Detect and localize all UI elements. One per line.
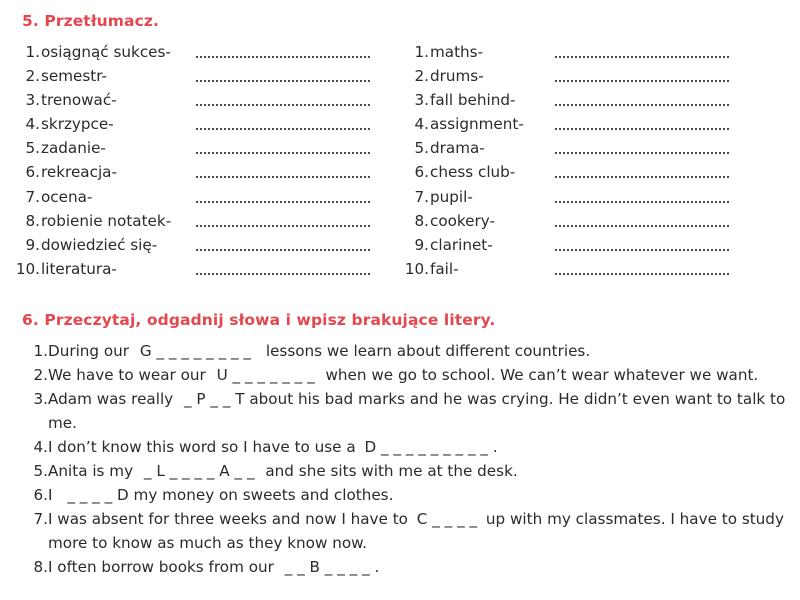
- translate-row: [395, 233, 795, 257]
- answer-line[interactable]: [555, 225, 729, 227]
- answer-line[interactable]: [555, 80, 729, 82]
- missing-letters[interactable]: _ _ _ _ D: [67, 486, 129, 504]
- item-word: robienie notatek-: [41, 211, 172, 230]
- sentence-item: [30, 507, 790, 555]
- answer-line[interactable]: [196, 273, 370, 275]
- item-number: 6.: [33, 486, 48, 504]
- item-number: 3.: [414, 91, 429, 110]
- translate-row: [395, 40, 795, 64]
- sentence-text: about his bad marks and he was crying. He didn’t even want to talk to me.: [48, 390, 786, 432]
- exercise-6-title: 6. Przeczytaj, odgadnij słowa i wpisz brakujące litery.: [22, 311, 496, 329]
- sentence-text: and she sits with me at the desk.: [260, 462, 518, 480]
- missing-letters[interactable]: U _ _ _ _ _ _ _: [216, 366, 315, 384]
- item-word: fall behind-: [430, 91, 516, 110]
- item-number: 1.: [25, 43, 40, 61]
- translate-row: [0, 209, 390, 233]
- item-number: 1.: [33, 342, 48, 360]
- item-number: 6.: [414, 163, 429, 182]
- item-word: ocena-: [41, 187, 93, 206]
- sentence-text: my money on sweets and clothes.: [128, 486, 394, 504]
- item-number: 5.: [25, 139, 40, 158]
- sentence-text: During our: [48, 342, 134, 360]
- item-number: 9.: [25, 235, 40, 254]
- sentence-text: when we go to school. We can’t wear whatever we want.: [320, 366, 759, 384]
- sentence-text: I: [48, 486, 58, 504]
- missing-letters[interactable]: G _ _ _ _ _ _ _ _: [139, 342, 252, 360]
- item-number: 2.: [25, 67, 40, 86]
- translate-row: [395, 112, 795, 136]
- exercise-6-list: [30, 339, 790, 579]
- item-number: 4.: [33, 438, 48, 456]
- missing-letters[interactable]: _ _ B _ _ _ _ .: [284, 558, 380, 576]
- item-number: 7.: [25, 187, 40, 206]
- item-word: osiągnąć sukces-: [41, 43, 171, 61]
- item-word: cookery-: [430, 211, 495, 230]
- item-word: chess club-: [430, 163, 516, 182]
- answer-line[interactable]: [196, 249, 370, 251]
- sentence-text: We have to wear our: [48, 366, 211, 384]
- answer-line[interactable]: [555, 104, 729, 106]
- translate-row: [0, 88, 390, 112]
- item-word: clarinet-: [430, 235, 493, 254]
- sentence-item: [30, 363, 790, 387]
- item-number: 3.: [25, 91, 40, 110]
- translate-row: [0, 40, 390, 64]
- sentence-text: up with my classmates. I have to study more to know as much as they know now.: [48, 510, 784, 552]
- answer-line[interactable]: [196, 176, 370, 178]
- translate-row: [395, 88, 795, 112]
- answer-line[interactable]: [196, 225, 370, 227]
- answer-line[interactable]: [196, 80, 370, 82]
- exercise-5-title: 5. Przetłumacz.: [22, 12, 160, 30]
- item-word: assignment-: [430, 115, 524, 134]
- translate-row: [395, 209, 795, 233]
- item-word: skrzypce-: [41, 115, 114, 134]
- translate-row: [0, 112, 390, 136]
- item-word: drums-: [430, 67, 484, 86]
- item-number: 10.: [404, 259, 429, 278]
- item-word: pupil-: [430, 187, 473, 206]
- item-number: 9.: [414, 235, 429, 254]
- sentence-text: I was absent for three weeks and now I have to: [48, 510, 413, 528]
- sentence-item: [30, 435, 790, 459]
- answer-line[interactable]: [555, 249, 729, 251]
- sentence-text: Adam was really: [48, 390, 178, 408]
- sentence-text: I don’t know this word so I have to use a: [48, 438, 361, 456]
- answer-line[interactable]: [196, 56, 370, 58]
- item-number: 4.: [25, 115, 40, 134]
- translate-row: [395, 160, 795, 184]
- sentence-item: [30, 555, 790, 579]
- missing-letters[interactable]: _ L _ _ _ _ A _ _: [143, 462, 255, 480]
- item-word: semestr-: [41, 67, 108, 86]
- item-number: 8.: [33, 558, 48, 576]
- translate-row: [395, 185, 795, 209]
- missing-letters[interactable]: C _ _ _ _: [416, 510, 478, 528]
- sentence-item: [30, 483, 790, 507]
- item-number: 6.: [25, 163, 40, 182]
- item-number: 4.: [414, 115, 429, 134]
- translate-row: [0, 233, 390, 257]
- translate-row: [395, 64, 795, 88]
- answer-line[interactable]: [196, 201, 370, 203]
- missing-letters[interactable]: _ P _ _ T: [183, 390, 245, 408]
- answer-line[interactable]: [555, 56, 729, 58]
- translate-row: [0, 185, 390, 209]
- sentence-text: Anita is my: [48, 462, 138, 480]
- item-word: literatura-: [41, 259, 117, 278]
- answer-line[interactable]: [196, 152, 370, 154]
- sentence-text: I often borrow books from our: [48, 558, 279, 576]
- item-number: 3.: [33, 390, 48, 408]
- sentence-item: [30, 339, 790, 363]
- sentence-item: [30, 387, 790, 435]
- exercise-5-left-column: [0, 40, 390, 281]
- answer-line[interactable]: [555, 128, 729, 130]
- item-word: trenować-: [41, 91, 117, 110]
- translate-row: [0, 160, 390, 184]
- item-word: maths-: [430, 43, 484, 61]
- item-number: 10.: [15, 259, 40, 278]
- answer-line[interactable]: [555, 201, 729, 203]
- item-number: 7.: [414, 187, 429, 206]
- item-number: 5.: [33, 462, 48, 480]
- item-number: 7.: [33, 510, 48, 528]
- answer-line[interactable]: [196, 128, 370, 130]
- answer-line[interactable]: [555, 273, 729, 275]
- item-number: 5.: [414, 139, 429, 158]
- translate-row: [0, 257, 390, 281]
- translate-row: [0, 64, 390, 88]
- missing-letters[interactable]: D _ _ _ _ _ _ _ _ _ .: [364, 438, 498, 456]
- item-number: 8.: [25, 211, 40, 230]
- sentence-item: [30, 459, 790, 483]
- item-word: fail-: [430, 259, 459, 278]
- item-word: rekreacja-: [41, 163, 117, 182]
- answer-line[interactable]: [555, 176, 729, 178]
- item-word: zadanie-: [41, 139, 106, 158]
- item-number: 8.: [414, 211, 429, 230]
- exercise-5-right-column: [395, 40, 795, 281]
- translate-row: [0, 136, 390, 160]
- sentence-text: lessons we learn about different countries.: [261, 342, 591, 360]
- item-word: dowiedzieć się-: [41, 235, 158, 254]
- item-word: drama-: [430, 139, 485, 158]
- answer-line[interactable]: [555, 152, 729, 154]
- item-number: 2.: [33, 366, 48, 384]
- translate-row: [395, 257, 795, 281]
- translate-row: [395, 136, 795, 160]
- item-number: 2.: [414, 67, 429, 86]
- answer-line[interactable]: [196, 104, 370, 106]
- item-number: 1.: [414, 43, 429, 61]
